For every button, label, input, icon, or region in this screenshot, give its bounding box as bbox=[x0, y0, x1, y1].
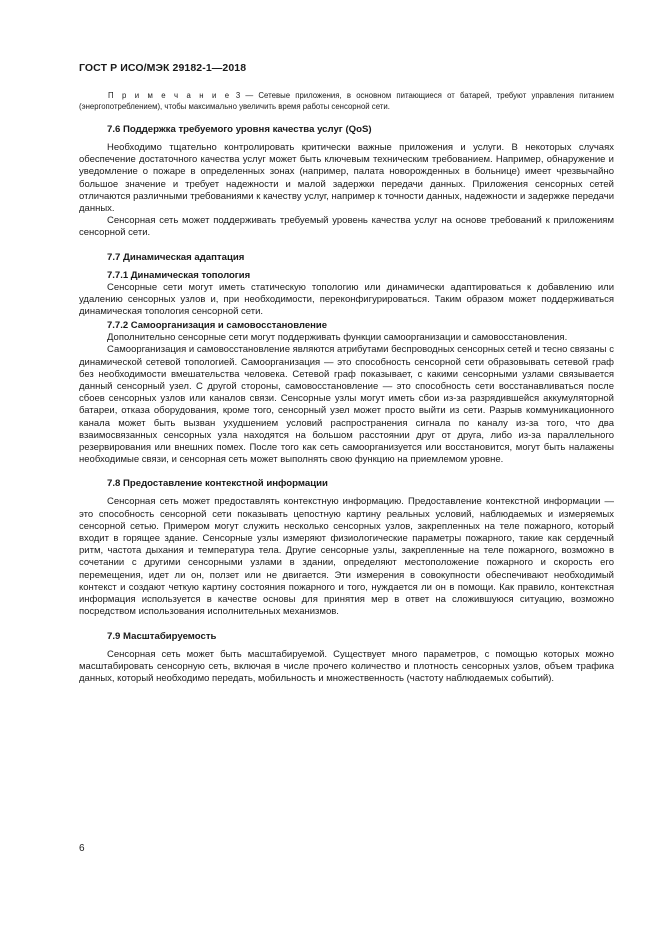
section-7-7-2-paragraph-1: Дополнительно сенсорные сети могут поддерживать функции самоорганизации и самовосстановления. bbox=[107, 332, 568, 344]
note-label: П р и м е ч а н и е bbox=[108, 91, 231, 100]
section-7-7-2-title: 7.7.2 Самоорганизация и самовосстановление bbox=[107, 320, 327, 332]
page-number: 6 bbox=[79, 843, 85, 854]
section-7-8-paragraph-1: Сенсорная сеть может предоставлять контекстную информацию. Предоставление контекстной информации — это способность сенсорной сети показывать цепостную картину реальных условий, наблюдаемых и измеряемых сенсорной сетью. Примером могут служить несколько сенсорных узлов, закрепленных на теле пожарного, который входит в горящее здание. Сенсорные узлы измеряют физиологические параметры пожарного, такие как сердечный ритм, частота дыхания и температура тела. Другие сенсорные узлы, закрепленные на теле пожарного, возможно в сочетании с другими сенсорными узлами в здании, определяют местоположение пожарного и скорость его перемещения, идет ли он, ползет или не двигается. Эти измерения в совокупности обеспечивают необходимый контекст и создают четкую картину состояния пожарного и того, нуждается ли он в помощи. Как правило, контекстная информация используется в качестве основы для принятия мер в ответ на сложившуюся ситуацию, возможно посредством использования исполнительных механизмов. bbox=[79, 496, 614, 618]
section-7-6-paragraph-1: Необходимо тщательно контролировать критически важные приложения и услуги. В некоторых случаях обеспечение достаточного качества услуг может быть ключевым техническим требованием. Например, обнаружение и уведомление о пожаре в определенных зонах (например, палата новорожденных в больнице) имеет чрезвычайно большое значение и требует надежности и малой задержки передачи данных. Приложения сенсорных сетей отличаются различными требованиями к качеству услуг, например к точности данных, надежности и задержке передачи данных. bbox=[79, 142, 614, 215]
section-7-6-paragraph-2: Сенсорная сеть может поддерживать требуемый уровень качества услуг на основе требований к приложениям сенсорной сети. bbox=[79, 215, 614, 239]
section-7-8-title: 7.8 Предоставление контекстной информации bbox=[107, 478, 328, 490]
page-content bbox=[79, 90, 614, 685]
section-7-9-title: 7.9 Масштабируемость bbox=[107, 630, 217, 642]
section-7-6-title: 7.6 Поддержка требуемого уровня качества услуг (QoS) bbox=[107, 124, 372, 135]
section-7-7-1-paragraph-1: Сенсорные сети могут иметь статическую топологию или динамически адаптироваться к добавлению или удалению сенсорных узлов и, при необходимости, переконфигурироваться. Таким образом может поддерживаться динамическая топология сенсорной сети. bbox=[79, 281, 614, 318]
section-7-7-title: 7.7 Динамическая адаптация bbox=[107, 251, 245, 263]
standard-header: ГОСТ Р ИСО/МЭК 29182-1—2018 bbox=[79, 62, 247, 74]
note-text: 3 — Сетевые приложения, в основном питающиеся от батарей, требуют управления питанием (энергопотреблением), чтобы максимально увеличить время работы сенсорной сети. bbox=[79, 91, 615, 111]
section-7-7-1-title: 7.7.1 Динамическая топология bbox=[107, 269, 251, 281]
section-7-9-paragraph-1: Сенсорная сеть может быть масштабируемой. Существует много параметров, с помощью которых можно масштабировать сенсорную сеть, включая в числе прочего количество и плотность сенсорных узлов, объем трафика данных, который необходимо передать, мобильность и множественность (частоту наблюдаемых событий). bbox=[79, 648, 614, 684]
note-paragraph bbox=[79, 90, 614, 112]
section-7-7-2-paragraph-2: Самоорганизация и самовосстановление являются атрибутами беспроводных сенсорных сетей и тесно связаны с динамической сетевой топологией. Самоорганизация — это способность сенсорной сети образовывать сетевой граф без необходимости вмешательства человека. Сетевой граф показывает, с какими сенсорными узлами связывается данный сенсорный узел. С другой стороны, самовосстановление — это способность сети восстанавливаться после сбоев сенсорных узлов или каналов связи. Сенсорные узлы могут иметь сбои из-за разрядившейся аккумуляторной батареи, отказа оборудования, кроме того, сенсорный узел может просто выйти из сети. Разрыв коммуникационного канала может быть вызван ухудшением условий распространения сигнала по каналу из-за того, что два взаимосвязанных сенсорных узла находятся на большом расстоянии друг от друга, либо из-за параллельного резервирования или внешних помех. После того как сеть самоорганизуется или восстановится, могут быть налажены необходимые связи, и сенсорная сеть может выполнять свою функцию на приемлемом уровне. bbox=[79, 344, 614, 466]
